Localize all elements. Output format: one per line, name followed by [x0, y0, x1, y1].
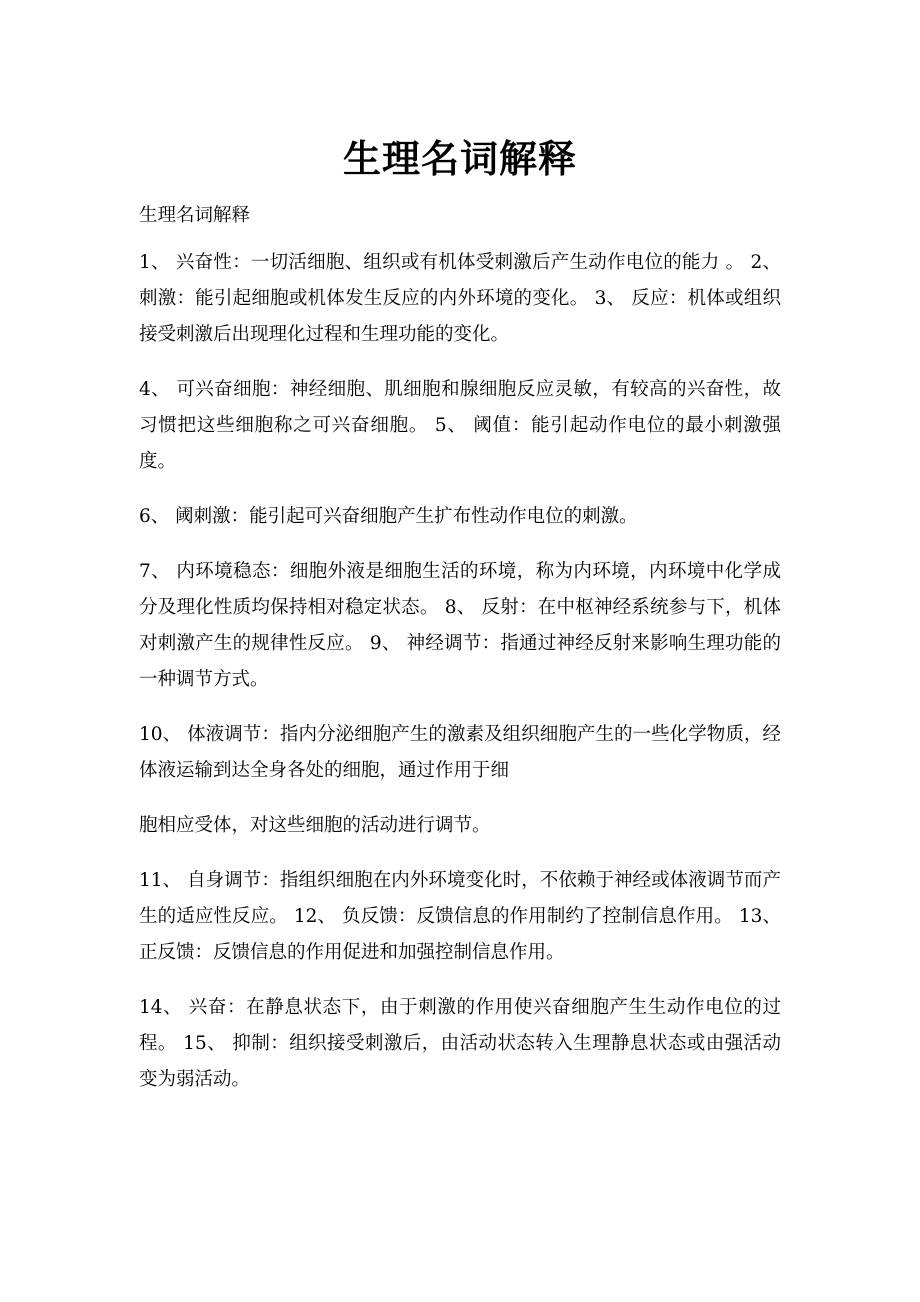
paragraph-5: 10、 体液调节：指内分泌细胞产生的激素及组织细胞产生的一些化学物质，经体液运输到达全身各处的细胞，通过作用于细 [139, 724, 781, 781]
paragraph-2: 4、 可兴奋细胞：神经细胞、肌细胞和腺细胞反应灵敏，有较高的兴奋性，故习惯把这些细胞称之可兴奋细胞。 5、 阈值：能引起动作电位的最小刺激强度。 [139, 379, 781, 472]
document-body [139, 198, 781, 1117]
paragraph-7: 11、 自身调节：指组织细胞在内外环境变化时，不依赖于神经或体液调节而产生的适应性反应。 12、 负反馈：反馈信息的作用制约了控制信息作用。 13、 正反馈：反馈信息的作用促进和加强控制信息作用。 [139, 870, 781, 963]
paragraph-4: 7、 内环境稳态：细胞外液是细胞生活的环境，称为内环境，内环境中化学成分及理化性质均保持相对稳定状态。 8、 反射：在中枢神经系统参与下，机体对刺激产生的规律性反应。 9、 神经调节：指通过神经反射来影响生理功能的一种调节方式。 [139, 561, 781, 690]
paragraph-3: 6、 阈刺激：能引起可兴奋细胞产生扩布性动作电位的刺激。 [139, 506, 638, 527]
paragraph-8: 14、 兴奋：在静息状态下，由于刺激的作用使兴奋细胞产生生动作电位的过程。 15、 抑制：组织接受刺激后，由活动状态转入生理静息状态或由强活动变为弱活动。 [139, 997, 781, 1090]
paragraph-6: 胞相应受体，对这些细胞的活动进行调节。 [139, 815, 491, 836]
document-subtitle: 生理名词解释 [139, 205, 251, 226]
paragraph-1: 1、 兴奋性：一切活细胞、组织或有机体受刺激后产生动作电位的能力 。 2、 刺激：能引起细胞或机体发生反应的内外环境的变化。 3、 反应：机体或组织接受刺激后出现理化过程和生理功能的变化。 [139, 252, 781, 345]
page-title: 生理名词解释 [342, 136, 577, 182]
